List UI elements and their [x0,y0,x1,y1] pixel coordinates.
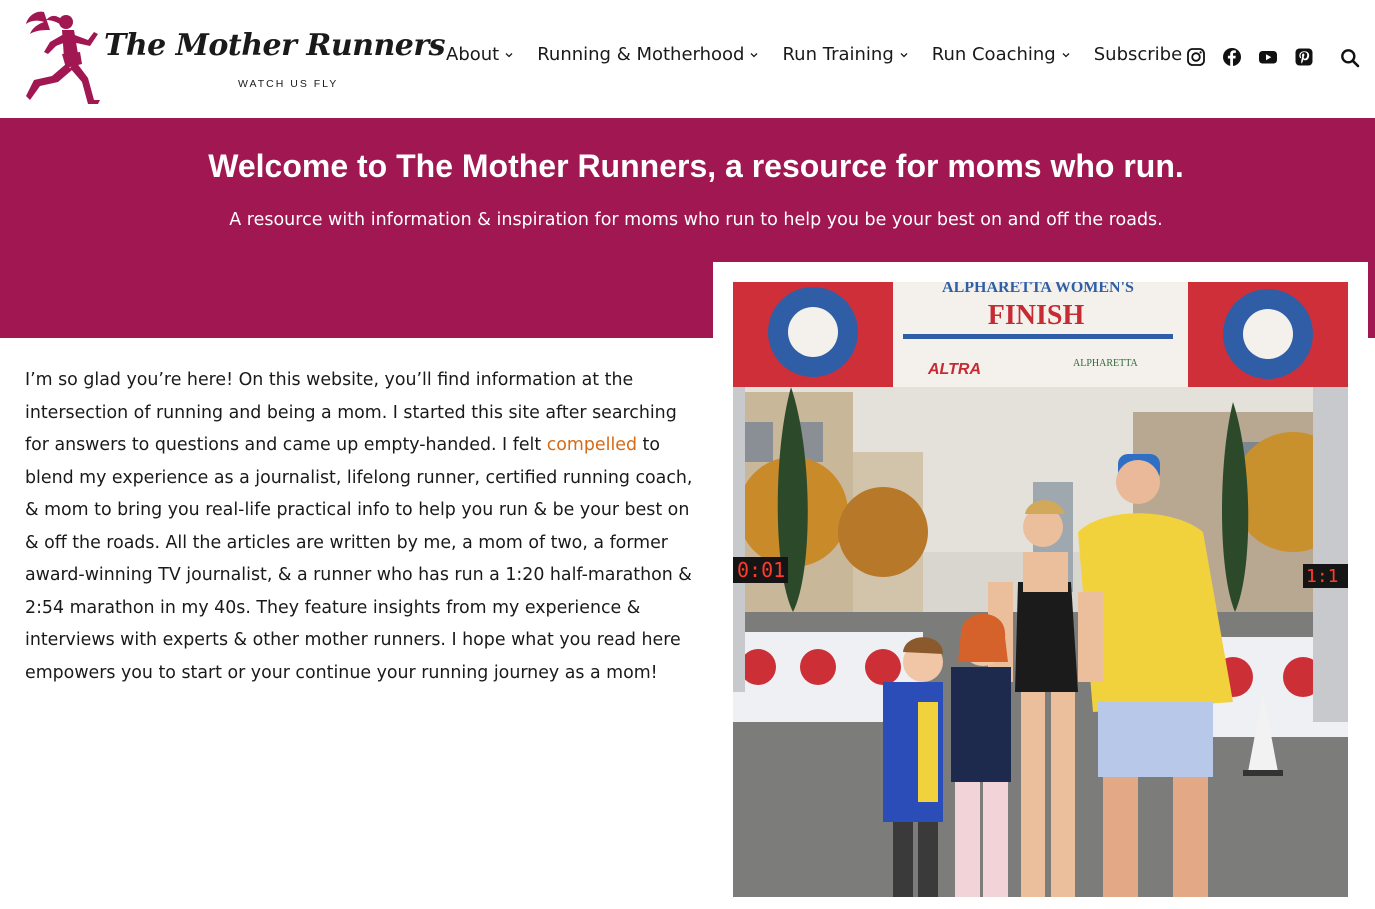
banner-top-text: ALPHARETTA WOMEN'S [942,282,1134,296]
youtube-icon[interactable] [1258,47,1278,67]
race-clock-right: 1:1 [1306,566,1339,587]
hero-title: Welcome to The Mother Runners, a resource for moms who run. [208,148,1184,184]
finish-line-family-photo [733,282,1348,897]
nav-item-label: Running & Motherhood [537,44,745,65]
site-header [0,0,1375,118]
site-logo[interactable] [22,8,446,108]
instagram-icon[interactable] [1186,47,1206,67]
social-links [1186,47,1330,67]
nav-item-label: Run Training [782,44,894,65]
nav-item-label: Subscribe [1093,44,1183,65]
intro-paragraph [25,364,695,689]
intro-text-part: to blend my experience as a journalist, lifelong runner, certified running coach, & mom to bring you real-life practical info to help you run & be your best on & off the roads. All the articles are written by me, a mom of two, a former award-winning TV journalist, & a runner who has run a 1:20 half-marathon & 2:54 marathon in my 40s. They feature insights from my experience & interviews with experts & other mother runners. I hope what you read here empowers you to start or your continue your running journey as a mom! [25,435,693,683]
facebook-icon[interactable] [1222,47,1242,67]
pinterest-icon[interactable] [1294,47,1314,67]
nav-item-about[interactable] [446,44,514,65]
banner-sponsor-left: ALTRA [928,361,982,378]
chevron-down-icon [504,50,514,60]
compelled-link[interactable]: compelled [546,435,638,455]
nav-item-run-training[interactable] [782,44,908,65]
nav-item-run-coaching[interactable] [932,44,1071,65]
banner-finish-text: FINISH [987,300,1085,331]
logo-title: The Mother Runners [104,28,446,63]
hero-subtitle: A resource with information & inspiration for moms who run to help you be your best on and off the roads. [229,210,1163,230]
chevron-down-icon [749,50,759,60]
chevron-down-icon [1061,50,1071,60]
race-clock-left: 0:01 [737,558,786,582]
chevron-down-icon [899,50,909,60]
main-nav [446,44,1182,65]
logo-tagline: WATCH US FLY [238,78,339,90]
intro-text-part: I’m so glad you’re here! On this website, you’ll find information at the intersection of running and being a mom. I started this site after searching for answers to questions and came up empty-handed. I felt [25,370,677,455]
runner-silhouette-icon [22,8,106,106]
nav-item-label: Run Coaching [931,44,1056,65]
nav-item-label: About [446,44,500,65]
search-icon[interactable] [1340,48,1360,68]
nav-item-subscribe[interactable] [1094,44,1182,65]
nav-item-running-motherhood[interactable] [537,44,759,65]
banner-sponsor-right: ALPHARETTA [1073,358,1138,369]
